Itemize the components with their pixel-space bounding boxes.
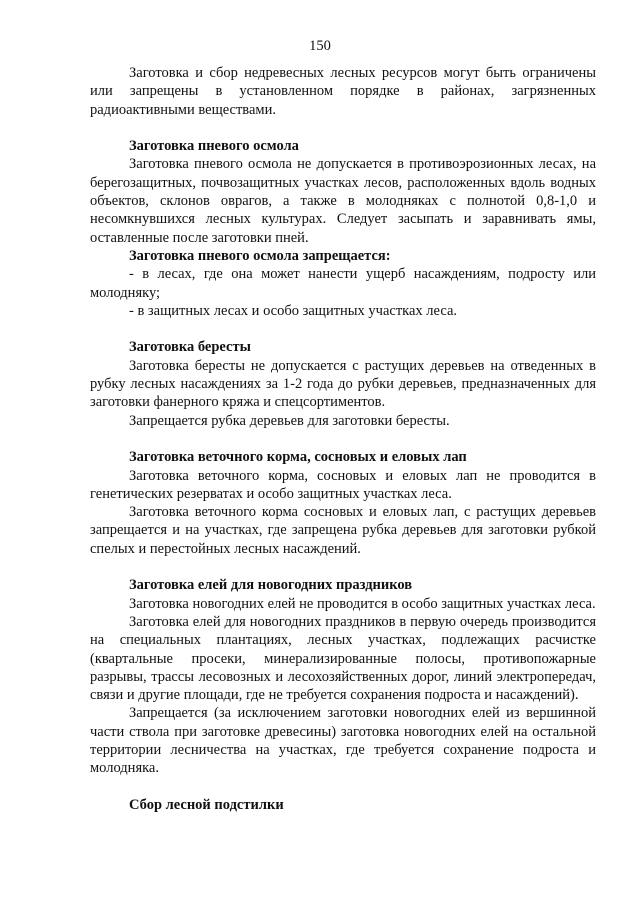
resin-paragraph-1: Заготовка пневого осмола не допускается в противоэрозионных лесах, на берегозащитных, почвозащитных участках лесов, расположенных вдоль водных объектов, склонов оврагов, а также в молодняках с полнотой 0,8-1,0 и несомкнувшихся лесных культурах. Следует засыпать и заравнивать ямы, оставленные после заготовки пней. [90,156,596,246]
resin-bullet-2: - в защитных лесах и особо защитных участках леса. [129,302,458,319]
resin-bullet-1: - в лесах, где она может нанести ущерб насаждениям, подросту или молодняку; [90,266,596,301]
resin-prohibited-heading: Заготовка пневого осмола запрещается: [129,247,391,264]
new-year-trees-paragraph-1: Заготовка новогодних елей не проводится в особо защитных участках леса. [129,595,596,612]
birch-bark-paragraph-1: Заготовка бересты не допускается с растущих деревьев на отведенных в рубку лесных насаждениях за 1-2 года до рубки деревьев, предназначенных для заготовки фанерного кряжа и спецсортиментов. [90,357,596,411]
document-body [90,64,596,814]
section-gap [90,430,596,448]
section-heading-resin: Заготовка пневого осмола [129,138,299,155]
section-heading-birch-bark: Заготовка бересты [129,339,251,356]
section-birch-bark [90,338,596,429]
browse-paragraph-1: Заготовка веточного корма, сосновых и еловых лап не проводится в генетических резерватах и особо защитных участках леса. [90,467,596,502]
section-heading-browse: Заготовка веточного корма, сосновых и еловых лап [129,449,467,466]
new-year-trees-paragraph-2: Заготовка елей для новогодних праздников в первую очередь производится на специальных плантациях, лесных участках, подлежащих расчистке (квартальные просеки, минерализированные полосы, противопожарные разрывы, трассы лесовозных и лесохозяйственных дорог, линий электропередач, связи и другие площади, где не требуется сохранения подроста и насаждений). [90,613,596,704]
new-year-trees-paragraph-3: Запрещается (за исключением заготовки новогодних елей из вершинной части ствола при заготовке древесины) заготовка новогодних елей на остальной территории лесничества на участках, где требуется сохранение подроста и молодняка. [90,705,596,777]
section-heading-new-year-trees: Заготовка елей для новогодних праздников [129,577,413,594]
section-litter [90,796,596,814]
section-browse [90,448,596,558]
section-gap [90,778,596,796]
section-gap [90,320,596,338]
section-heading-litter: Сбор лесной подстилки [129,796,284,813]
section-gap [90,119,596,137]
section-new-year-trees [90,576,596,777]
birch-bark-paragraph-2: Запрещается рубка деревьев для заготовки бересты. [129,412,450,429]
section-gap [90,558,596,576]
section-resin [90,137,596,320]
page-number: 150 [309,38,331,54]
intro-paragraph: Заготовка и сбор недревесных лесных ресурсов могут быть ограничены или запрещены в установленном порядке в районах, загрязненных радиоактивными веществами. [90,65,596,118]
browse-paragraph-2: Заготовка веточного корма сосновых и еловых лап, с растущих деревьев запрещается и на участках, где запрещена рубка деревьев для заготовки рубкой спелых и перестойных лесных насаждений. [90,504,596,557]
